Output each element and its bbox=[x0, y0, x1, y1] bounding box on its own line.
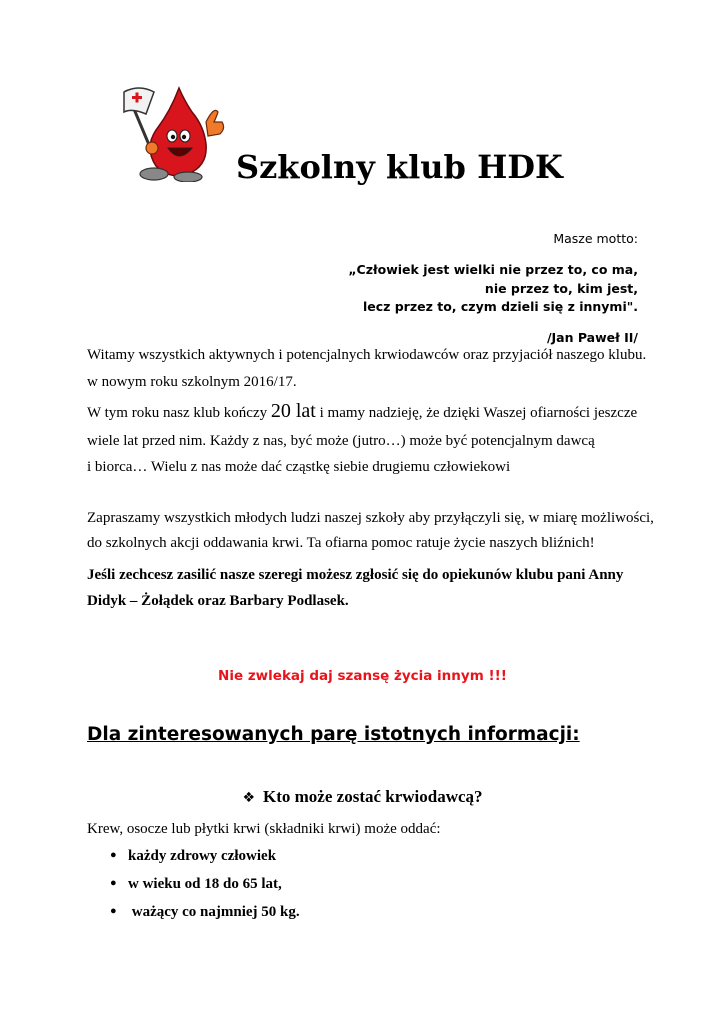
bullet-dot-icon: ● bbox=[110, 877, 117, 889]
donor-criteria-list bbox=[110, 846, 300, 930]
motto-quote-line-1: „Człowiek jest wielki nie przez to, co ma, bbox=[348, 262, 638, 277]
intro-line-3-end: i mamy nadzieję, że dzięki Waszej ofiarności jeszcze bbox=[315, 405, 638, 421]
diamond-bullet-icon: ❖ bbox=[242, 790, 256, 806]
list-item-text: ważący co najmniej 50 kg. bbox=[128, 904, 300, 920]
motto-quote-line-2: nie przez to, kim jest, bbox=[484, 281, 638, 296]
intro-line-1: Witamy wszystkich aktywnych i potencjalnych krwiodawców oraz przyjaciół naszego klubu. bbox=[87, 347, 647, 363]
list-item bbox=[110, 846, 300, 874]
donor-question-text: Kto może zostać krwiodawcą? bbox=[263, 787, 483, 806]
motto-quote-line-3: lecz przez to, czym dzieli się z innymi". bbox=[362, 299, 638, 314]
list-item-text: w wieku od 18 do 65 lat, bbox=[128, 876, 282, 892]
motto-author: /Jan Paweł II/ bbox=[546, 330, 638, 345]
contact-line-1: Jeśli zechcesz zasilić nasze szeregi możesz zgłosić się do opiekunów klubu pani Anny bbox=[87, 567, 624, 583]
bullet-dot-icon: ● bbox=[110, 905, 117, 917]
list-item bbox=[110, 874, 300, 902]
info-heading: Dla zinteresowanych parę istotnych informacji: bbox=[87, 724, 580, 745]
donor-lead-text: Krew, osocze lub płytki krwi (składniki krwi) może oddać: bbox=[87, 821, 441, 837]
list-item-text: każdy zdrowy człowiek bbox=[128, 848, 277, 864]
intro-line-2: w nowym roku szkolnym 2016/17. bbox=[87, 374, 297, 390]
blood-drop-mascot-logo bbox=[84, 82, 234, 182]
invite-line-2: do szkolnych akcji oddawania krwi. Ta ofiarna pomoc ratuje życie naszych bliźnich! bbox=[87, 535, 595, 551]
intro-line-5: i biorca… Wielu z nas może dać cząstkę siebie drugiemu człowiekowi bbox=[87, 459, 511, 475]
motto-label: Masze motto: bbox=[553, 231, 638, 246]
bullet-dot-icon: ● bbox=[110, 849, 117, 861]
anniversary-highlight: 20 lat bbox=[270, 400, 316, 422]
intro-line-3 bbox=[87, 402, 637, 422]
call-to-action: Nie zwlekaj daj szansę życia innym !!! bbox=[218, 668, 507, 684]
intro-line-4: wiele lat przed nim. Każdy z nas, być może (jutro…) może być potencjalnym dawcą bbox=[87, 433, 595, 449]
contact-line-2: Didyk – Żołądek oraz Barbary Podlasek. bbox=[87, 593, 349, 609]
page-title: Szkolny klub HDK bbox=[236, 148, 563, 186]
donor-question-heading bbox=[0, 787, 725, 807]
list-item bbox=[110, 902, 300, 930]
invite-line-1: Zapraszamy wszystkich młodych ludzi naszej szkoły aby przyłączyli się, w miarę możliwości, bbox=[87, 510, 654, 526]
intro-line-3-start: W tym roku nasz klub kończy bbox=[87, 405, 271, 421]
